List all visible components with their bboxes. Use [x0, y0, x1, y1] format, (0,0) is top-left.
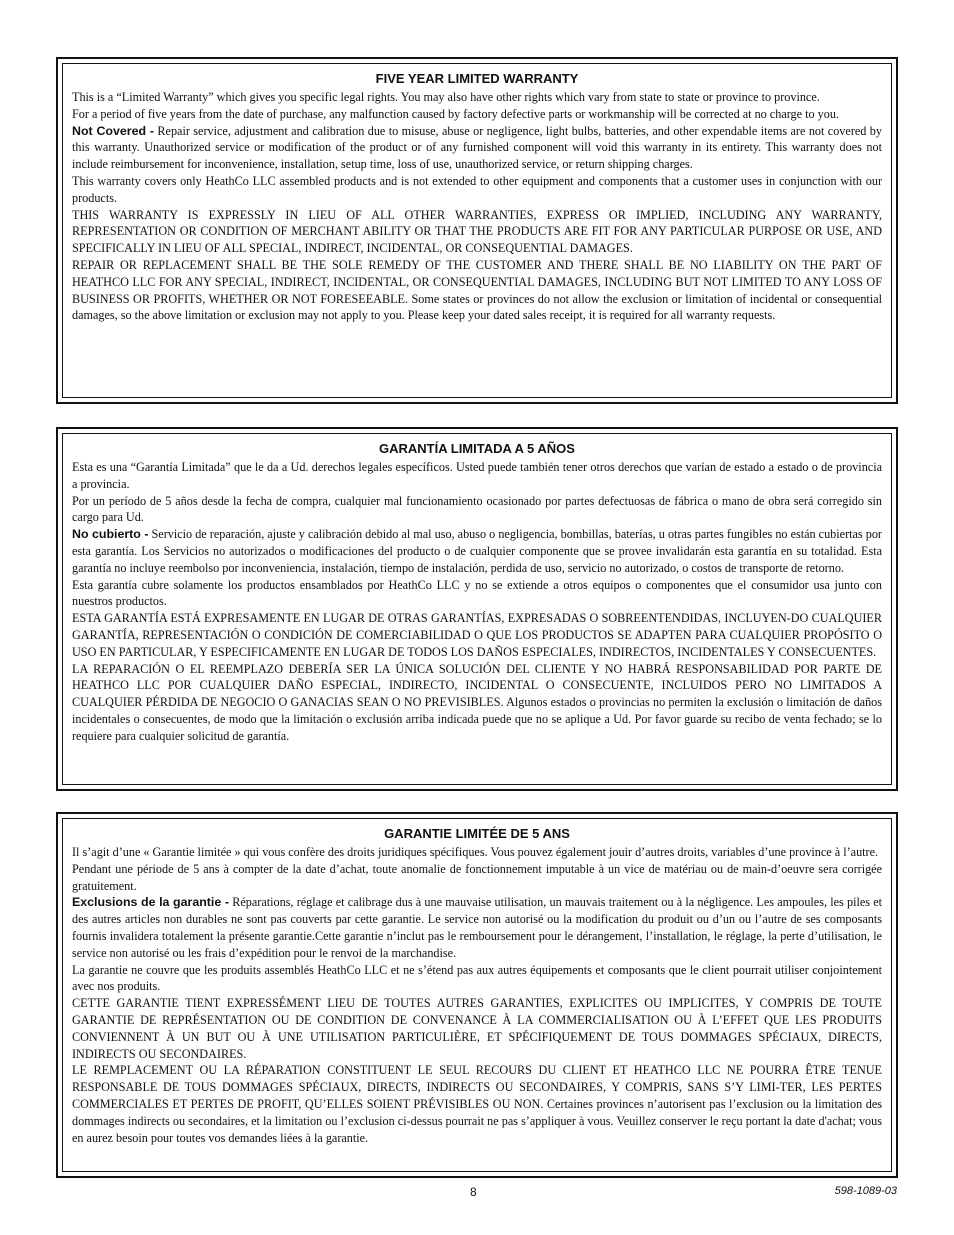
warranty-paragraph: Esta es una “Garantía Limitada” que le da a Ud. derechos legales específicos. Usted puede también tener otros derechos que varían de estado a estado o de provincia a provincia.	[72, 460, 882, 491]
warranty-paragraph: Esta garantía cubre solamente los productos ensamblados por HeathCo LLC y no se extiende a otros equipos o componentes que el consumidor usa junto con nuestros productos.	[72, 577, 882, 609]
warranty-paragraph: This warranty covers only HeathCo LLC assembled products and is not extended to other equipment and components that a customer uses in conjunction with our products.	[72, 173, 882, 205]
page-number: 8	[470, 1185, 477, 1199]
warranty-paragraph: Pendant une période de 5 ans à compter de la date d’achat, toute anomalie de fonctionnement imputable à un vice de matériau ou de main-d’oeuvre sera corrigée gratuitement.	[72, 861, 882, 893]
warranty-box-french	[56, 812, 898, 1178]
warranty-paragraph: Il s’agit d’une « Garantie limitée » qui vous confère des droits juridiques spécifiques. Vous pouvez également jouir d’autres droits, variables d’une province à l’autre.	[72, 845, 879, 859]
warranty-paragraph: Por un período de 5 años desde la fecha de compra, cualquier mal funcionamiento ocasionado por partes defectuosas de fábrica o mano de obra será corregido sin cargo para Ud.	[72, 493, 882, 525]
warranty-paragraph: ESTA GARANTÍA ESTÁ EXPRESAMENTE EN LUGAR DE OTRAS GARANTÍAS, EXPRESADAS O SOBREENTENDIDAS, INCLUYEN-DO CUALQUIER GARANTÍA, REPRESENTACIÓN O CONDICIÓN DE COMERCIABILIDAD O QUE LOS PRODUCTOS SE ADAPTEN PARA CUALQUIER PROPÓSITO O USO EN PARTICULAR, Y ESPECIFICAMENTE EN LUGAR DE TODOS LOS DAÑOS ESPECIALES, INDIRECTOS, INCIDENTALES Y CONSECUENTES.	[72, 611, 882, 659]
warranty-paragraph: LE REMPLACEMENT OU LA RÉPARATION CONSTITUENT LE SEUL RECOURS DU CLIENT ET HEATHCO LLC NE POURRA ÊTRE TENUE RESPONSABLE DE TOUS DOMMAGES SPÉCIAUX, DIRECTS, INDIRECTS OU SECONDAIRES, Y COMPRIS, SANS S’Y LIMI-TER, LES PERTES COMMERCIALES ET PERTES DE PROFIT, QU’ELLES SOIENT PRÉVISIBLES OU NON. Certaines provinces n’autorisent pas l’exclusion ou la limitation des dommages indirects ou secondaires, et la limitation ou l’exclusion ci-dessus pourrait ne pas s’appliquer à vous. Veuillez conserver le reçu portant la date d'achat; vous en aurez besoin pour toutes vos demandes liées à la garantie.	[72, 1063, 882, 1145]
not-covered-text: Réparations, réglage et calibrage dus à une mauvaise utilisation, un mauvais traitement ou à la négligence. Les ampoules, les piles et des autres articles non durables ne sont pas couverts par cette garantie. Le service non autorisé ou la modification du produit ou d’un ou l’autre de ses composants fournis invalidera totalement la présente garantie.Cette garantie n’inclut pas le remboursement pour le dérangement, l’installation, le réglage, la perte d’utilisation, le service non autorisé ou les frais d’expédition pour le renvoi de la marchandise.	[72, 895, 883, 960]
warranty-paragraph: CETTE GARANTIE TIENT EXPRESSÉMENT LIEU DE TOUTES AUTRES GARANTIES, EXPLICITES OU IMPLICITES, Y COMPRIS DE TOUTE GARANTIE DE REPRÉSENTATION OU DE CONDITION DE CONVENANCE À LA COMMERCIALISATION OU À L’EFFET QUE LES PRODUITS CONVIENNENT À UN BUT OU À UNE UTILISATION PARTICULIÈRE, ET SPÉCIFIQUEMENT DE TOUS DOMMAGES SPÉCIAUX, DIRECTS, INDIRECTS OU SECONDAIRES.	[72, 996, 882, 1061]
warranty-title-english: FIVE YEAR LIMITED WARRANTY	[375, 71, 579, 86]
warranty-paragraph: REPAIR OR REPLACEMENT SHALL BE THE SOLE REMEDY OF THE CUSTOMER AND THERE SHALL BE NO LIABILITY ON THE PART OF HEATHCO LLC FOR ANY SPECIAL, INDIRECT, INCIDENTAL, OR CONSEQUENTIAL DAMAGES, INCLUDING BUT NOT LIMITED TO ANY LOSS OF BUSINESS OR PROFITS, WHETHER OR NOT FORESEEABLE. Some states or provinces do not allow the exclusion or limitation of incidental or consequential damages, so the above limitation or exclusion may not apply to you. Please keep your dated sales receipt, it is required for all warranty requests.	[72, 257, 882, 323]
warranty-paragraph-not-covered	[72, 526, 882, 576]
warranty-paragraph-not-covered	[72, 894, 882, 961]
warranty-paragraph: For a period of five years from the date of purchase, any malfunction caused by factory defective parts or workmanship will be corrected at no charge to you.	[72, 106, 839, 121]
warranty-paragraph: LA REPARACIÓN O EL REEMPLAZO DEBERÍA SER LA ÚNICA SOLUCIÓN DEL CLIENTE Y NO HABRÁ RESPONSABILIDAD POR PARTE DE HEATHCO LLC POR CUALQUIER DAÑO ESPECIAL, INDIRECTO, INCIDENTAL O CONSECUENTE, INCLUIDOS PERO NO LIMITADOS A CUALQUIER PÉRDIDA DE NEGOCIO O GANACIAS SEAN O NO PREVISIBLES. Algunos estados o provincias no permiten la exclusión o limitación de daños incidentales o consecuentes, de modo que la limitación o exclusión arriba indicada puede que no se aplique a Ud. Por favor guarde su recibo de venta fechado; se lo requiere para cualquier solicitud de garantía.	[72, 661, 882, 743]
warranty-box-spanish	[56, 427, 898, 791]
warranty-paragraph: THIS WARRANTY IS EXPRESSLY IN LIEU OF ALL OTHER WARRANTIES, EXPRESS OR IMPLIED, INCLUDING ANY WARRANTY, REPRESENTATION OR CONDITION OF MERCHANT ABILITY OR THAT THE PRODUCTS ARE FIT FOR ANY PARTICULAR PURPOSE OR USE, AND SPECIFICALLY IN LIEU OF ALL SPECIAL, INDIRECT, INCIDENTAL, OR CONSEQUENTIAL DAMAGES.	[72, 207, 882, 256]
not-covered-text: Servicio de reparación, ajuste y calibración debido al mal uso, abuso o negligencia, bombillas, baterías, u otras partes fungibles no están cubiertas por esta garantía. Los Servicios no autorizados o modificaciones del producto o de cualquier componente que se provee invalidarán esta garantía en su totalidad. Esta garantía no incluye reembolso por inconveniencia, instalación, tiempo de instalación, perdida de uso, servicio no autorizado, o costos de transporte de retorno.	[72, 527, 882, 575]
warranty-paragraph: This is a “Limited Warranty” which gives you specific legal rights. You may also have other rights which vary from state to state or province to province.	[72, 90, 820, 104]
not-covered-label: No cubierto -	[72, 527, 149, 542]
warranty-title-french: GARANTIE LIMITÉE DE 5 ANS	[384, 826, 570, 841]
warranty-title-spanish: GARANTÍA LIMITADA A 5 AÑOS	[379, 441, 575, 456]
warranty-paragraph: La garantie ne couvre que les produits assemblés HeathCo LLC et ne s’étend pas aux autres équipements et composants que le client pourrait utiliser conjointement avec nos produits.	[72, 962, 882, 994]
document-code: 598-1089-03	[834, 1185, 897, 1197]
not-covered-label: Not Covered -	[72, 123, 154, 138]
warranty-paragraph-not-covered	[72, 123, 882, 173]
not-covered-text: Repair service, adjustment and calibration due to misuse, abuse or negligence, light bulbs, batteries, and other expendable items are not covered by this warranty. Unauthorized service or modification of the product or of any furnished component will void this warranty in its entirety. This warranty does not include reimbursement for inconvenience, installation, setup time, loss of use, unauthorized service, or return shipping charges.	[72, 123, 882, 172]
warranty-box-english	[56, 57, 898, 404]
not-covered-label: Exclusions de la garantie -	[72, 895, 229, 910]
